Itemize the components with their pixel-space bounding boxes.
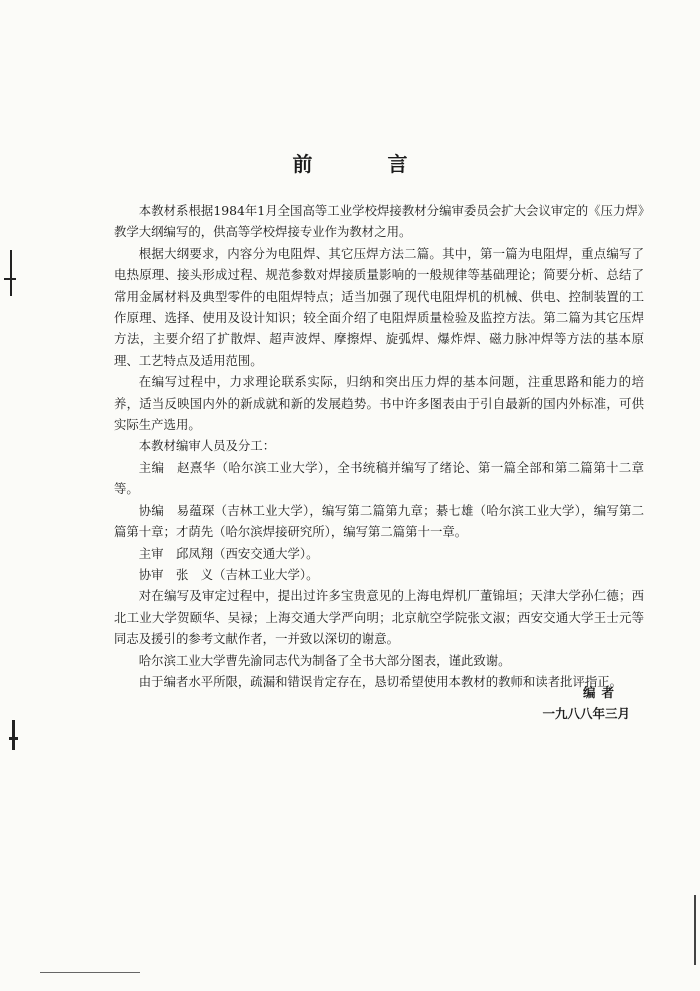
paragraph-contents: 根据大纲要求，内容分为电阻焊、其它压焊方法二篇。其中，第一篇为电阻焊，重点编写了电热原理、接头形成过程、规范参数对焊接质量影响的一般规律等基础理论；简要分析、总结了常用金属材料及典型零件的电阻焊特点；适当加强了现代电阻焊机的机械、供电、控制装置的工作原理、选择、使用及设计知识；较全面介绍了电阻焊质量检验及监控方法。第二篇为其它压焊方法，主要介绍了扩散焊、超声波焊、摩擦焊、旋弧焊、爆炸焊、磁力脉冲焊等方法的基本原理、工艺特点及适用范围。 <box>114 245 644 368</box>
preface-body <box>114 200 644 692</box>
paragraph-chief-reviewer: 主审 邱凤翔（西安交通大学）。 <box>138 545 319 561</box>
scan-edge-mark <box>40 972 140 973</box>
binding-mark <box>12 720 15 750</box>
paragraph-figures-thanks: 哈尔滨工业大学曹先渝同志代为制备了全书大部分图表，谨此致谢。 <box>138 652 511 668</box>
paragraph-approach: 在编写过程中，力求理论联系实际，归纳和突出压力焊的基本问题，注重思路和能力的培养，适当反映国内外的新成就和新的发展趋势。书中许多图表由于引自最新的国内外标准，可供实际生产选用。 <box>114 374 644 433</box>
signature-author: 编者 <box>582 685 620 700</box>
paragraph-staff-intro: 本教材编审人员及分工： <box>138 438 276 454</box>
paragraph-acknowledgements: 对在编写及审定过程中，提出过许多宝贵意见的上海电焊机厂董锦垣；天津大学孙仁德；西北工业大学贺颐华、吴禄；上海交通大学严向明；北京航空学院张文淑；西安交通大学王士元等同志及援引的参考文献作者，一并致以深切的谢意。 <box>114 588 644 647</box>
paragraph-purpose: 本教材系根据1984年1月全国高等工业学校焊接教材分编审委员会扩大会议审定的《压力焊》教学大纲编写的，供高等学校焊接专业作为教材之用。 <box>114 203 644 240</box>
page-title: 前 言 <box>292 152 442 176</box>
scan-edge-mark <box>694 895 696 965</box>
paragraph-co-editors: 协编 易蕴琛（吉林工业大学），编写第二篇第九章；綦七雄（哈尔滨工业大学），编写第二篇第十章；才荫先（哈尔滨焊接研究所），编写第二篇第十一章。 <box>114 502 644 540</box>
binding-mark <box>10 250 12 296</box>
paragraph-co-reviewer: 协审 张 义（吉林工业大学）。 <box>138 566 319 582</box>
signature-block <box>520 682 630 724</box>
paragraph-errata: 由于编者水平所限，疏漏和错误肯定存在，恳切希望使用本教材的教师和读者批评指正。 <box>138 673 623 689</box>
binding-mark <box>9 737 18 740</box>
paragraph-chief-editor: 主编 赵熹华（哈尔滨工业大学），全书统稿并编写了绪论、第一篇全部和第二篇第十二章等。 <box>114 459 644 497</box>
binding-mark <box>4 278 16 280</box>
signature-date: 一九八八年三月 <box>542 706 630 721</box>
